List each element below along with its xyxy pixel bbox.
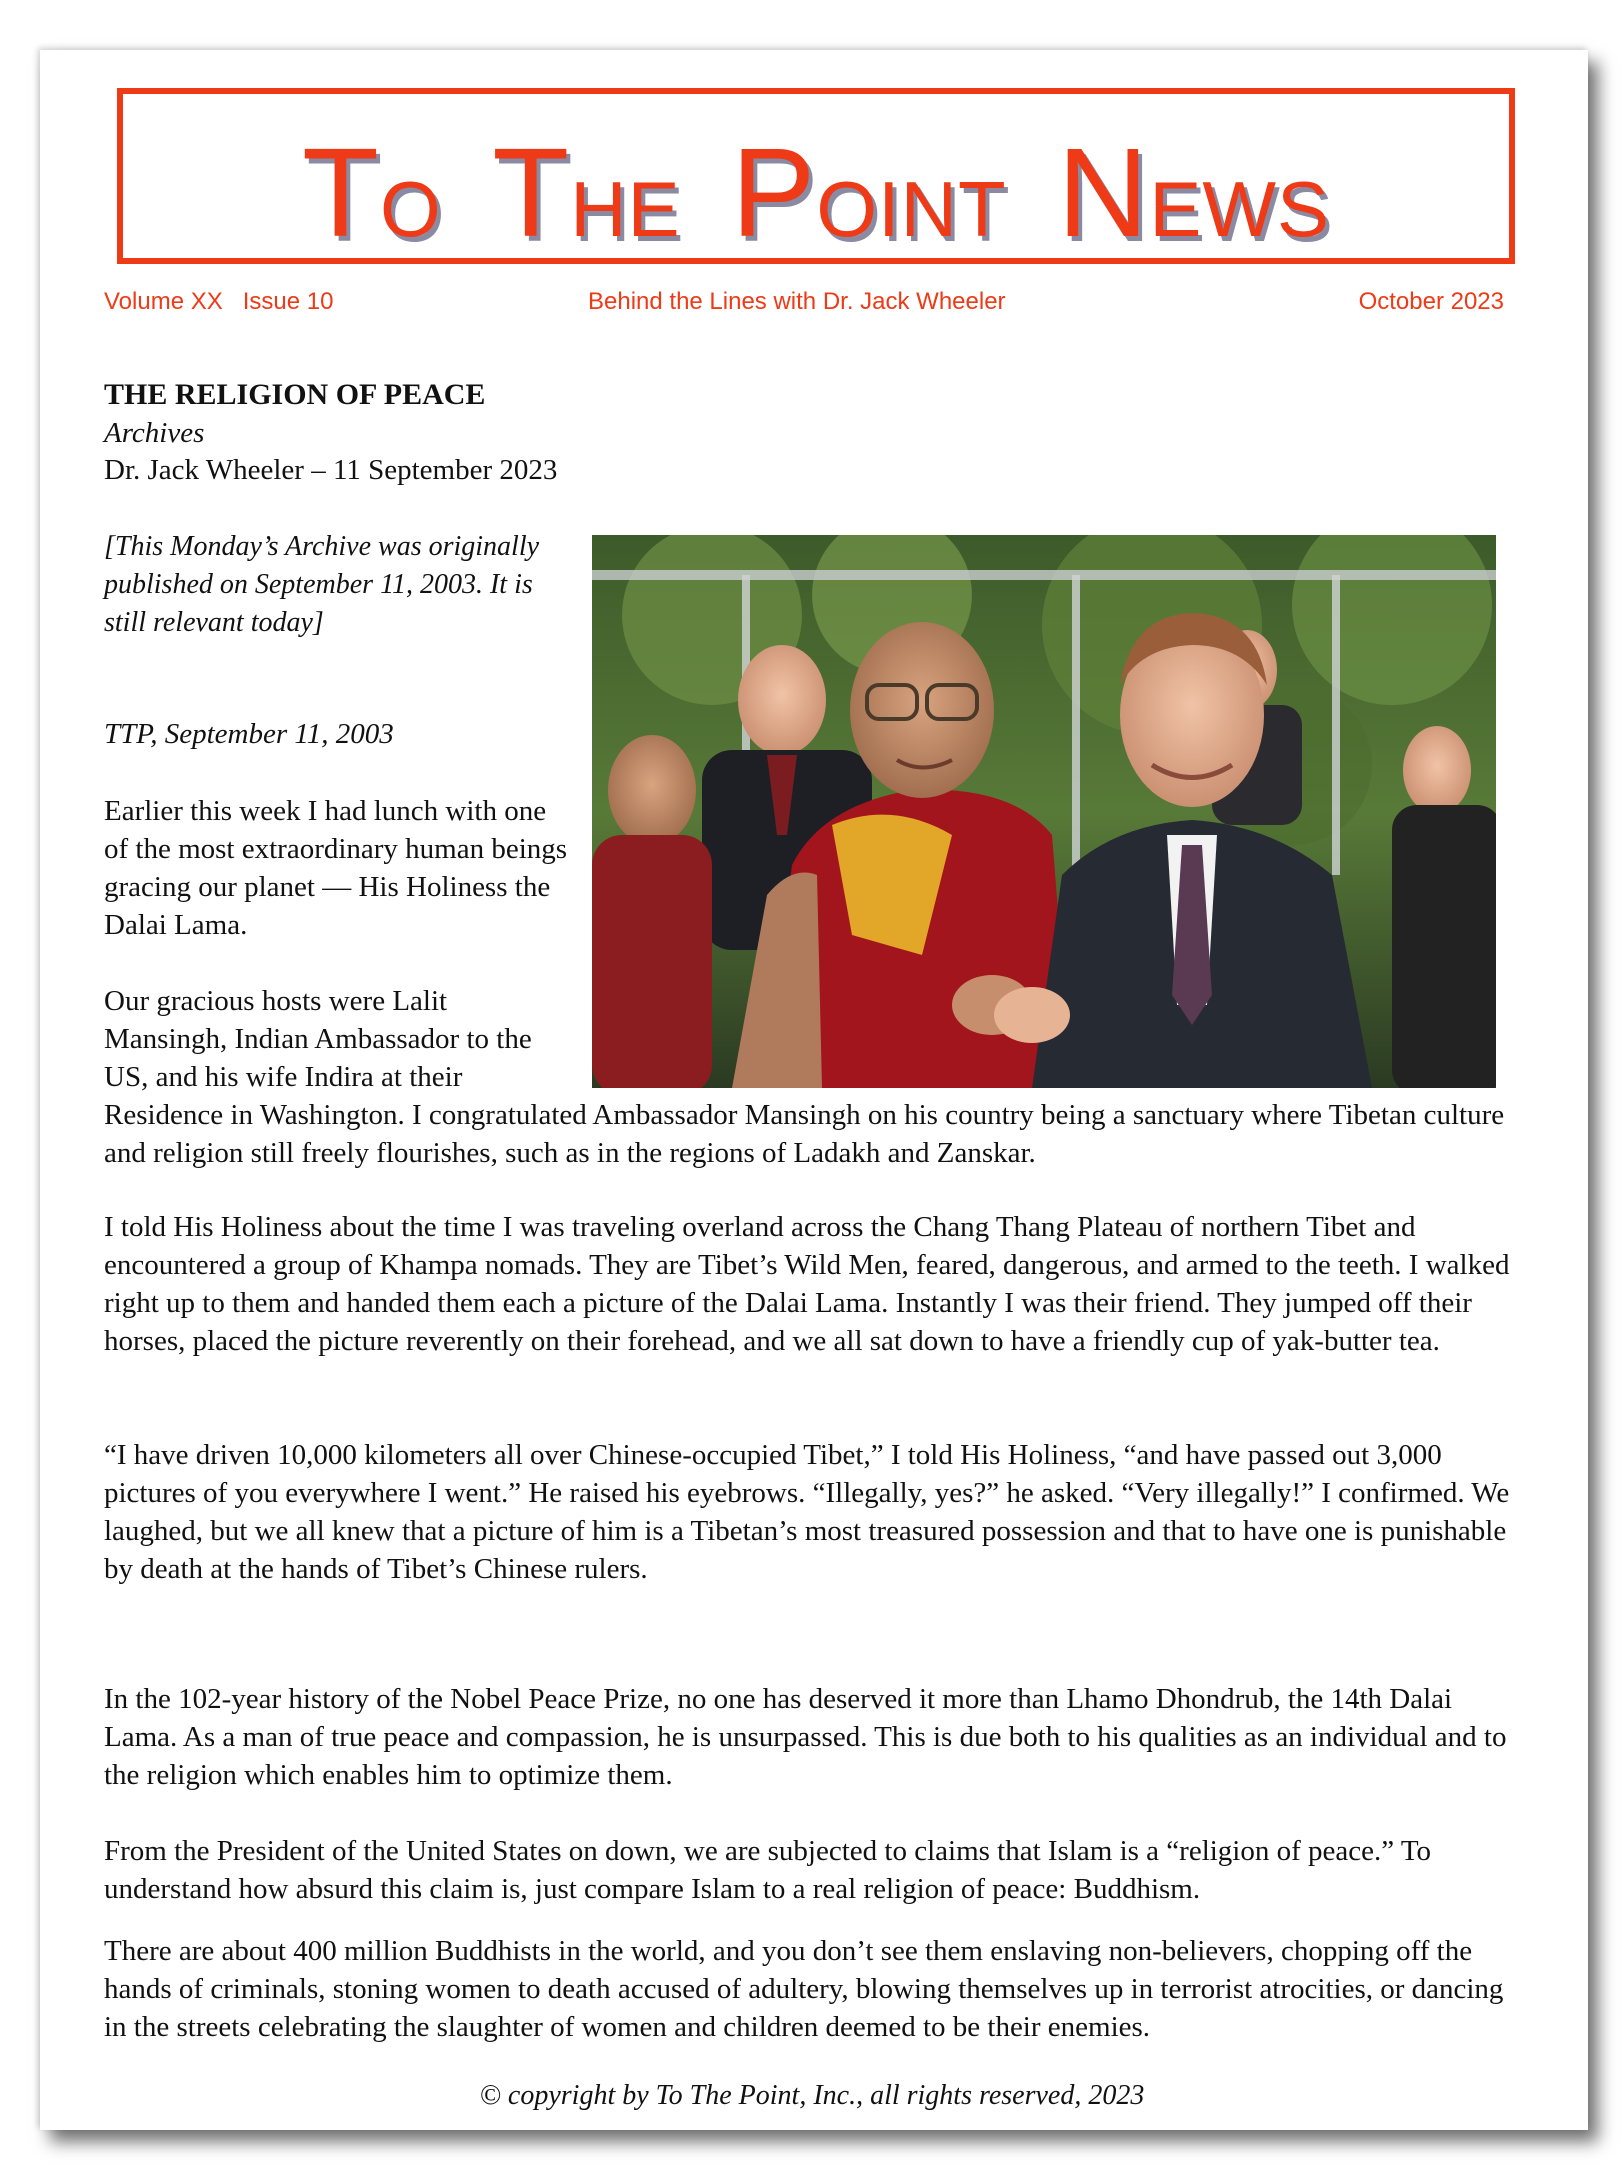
copyright-notice: © copyright by To The Point, Inc., all rights reserved, 2023 [479, 2080, 1145, 2111]
masthead [117, 88, 1515, 264]
archive-note: [This Monday’s Archive was originally published on September 11, 2003. It is still relevant today] [104, 531, 540, 638]
masthead-word-1: TO [301, 122, 442, 263]
article-section: Archives [104, 417, 205, 449]
masthead-word-4: NEWS [1057, 122, 1331, 263]
photo-illustration [592, 535, 1496, 1088]
paragraph-4: “I have driven 10,000 kilometers all over Chinese-occupied Tibet,” I told His Holiness, “and have passed out 3,000 pictures of you everywhere I went.” He raised his eyebrows. “Illegally, yes?” he asked. “Very illegally!” I confirmed. We laughed, but we all knew that a picture of him is a Tibetan’s most treasured possession and that to have one is punishable by death at the hands of Tibet’s Chinese rulers. [104, 1439, 1510, 1585]
article-title: THE RELIGION OF PEACE [104, 378, 486, 411]
paragraph-2-rest: Residence in Washington. I congratulated Ambassador Mansingh on his country being a sanctuary where Tibetan culture and religion still freely flourishes, such as in the regions of Ladakh and Zanskar. [104, 1099, 1505, 1169]
masthead-word-3: POINT [731, 122, 1007, 263]
article-byline: Dr. Jack Wheeler – 11 September 2023 [104, 454, 558, 486]
dateline: TTP, September 11, 2003 [104, 718, 394, 750]
masthead-title [123, 122, 1509, 263]
issue-line [104, 288, 1504, 318]
column-name: Behind the Lines with Dr. Jack Wheeler [588, 288, 1006, 315]
issue-date: October 2023 [1358, 288, 1504, 315]
paragraph-5: In the 102-year history of the Nobel Peace Prize, no one has deserved it more than Lhamo Dhondrub, the 14th Dalai Lama. As a man of true peace and compassion, he is unsurpassed. This is due both to his qualities as an individual and to the religion which enables him to optimize them. [104, 1683, 1507, 1791]
paragraph-7: There are about 400 million Buddhists in the world, and you don’t see them enslaving non-believers, chopping off the hands of criminals, stoning women to death accused of adultery, blowing themselves up in terrorist atrocities, or dancing in the streets celebrating the slaughter of women and children deemed to be their enemies. [104, 1935, 1504, 2043]
paragraph-1: Earlier this week I had lunch with one of the most extraordinary human beings gracing our planet — His Holiness the Dalai Lama. [104, 795, 568, 941]
volume-issue: Volume XX Issue 10 [104, 288, 334, 315]
paragraph-2-lead: Our gracious hosts were Lalit Mansingh, Indian Ambassador to the US, and his wife Indira at their [104, 985, 532, 1093]
article-photo [592, 535, 1496, 1088]
paragraph-6: From the President of the United States on down, we are subjected to claims that Islam is a “religion of peace.” To understand how absurd this claim is, just compare Islam to a real religion of peace: Buddhism. [104, 1835, 1432, 1905]
paragraph-3: I told His Holiness about the time I was traveling overland across the Chang Thang Plateau of northern Tibet and encountered a group of Khampa nomads. They are Tibet’s Wild Men, feared, dangerous, and armed to the teeth. I walked right up to them and handed them each a picture of the Dalai Lama. Instantly I was their friend. They jumped off their horses, placed the picture reverently on their forehead, and we all sat down to have a friendly cup of yak-butter tea. [104, 1211, 1510, 1357]
masthead-word-2: THE [492, 122, 681, 263]
